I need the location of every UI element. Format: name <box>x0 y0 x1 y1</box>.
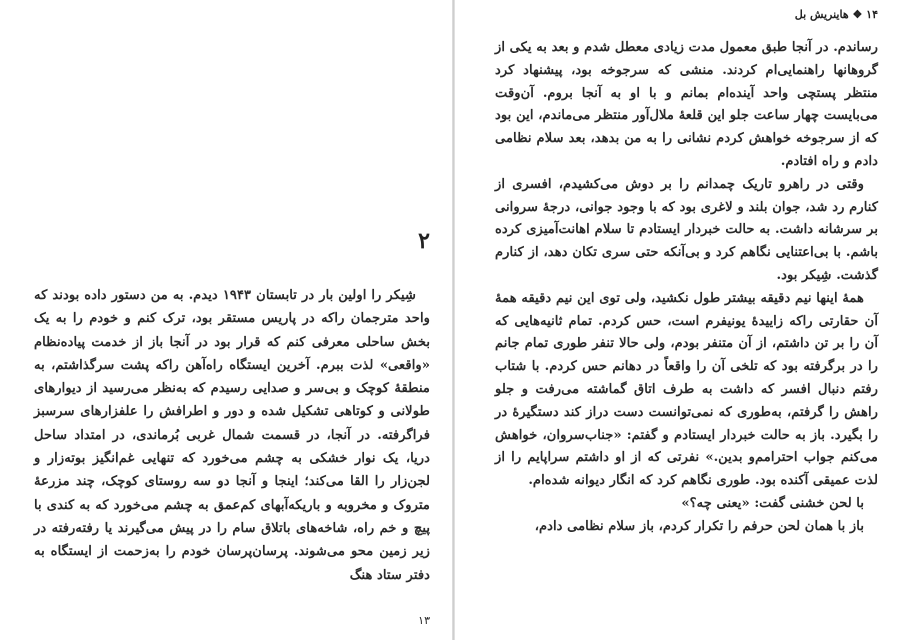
running-head: ۱۴ ❖ هاینریش بل <box>794 8 878 21</box>
right-paragraph-1: رساندم. در آنجا طبق معمول مدت زیادی معطل شدم و بعد به یکی از گروهانها راهنمایی‌ام کردند. منشی که سرجوخه بود، پیشنهاد کرد منتظر پستچی واحد آینده‌ام بمانم و با او به آنجا بروم. آن‌وقت می‌بایست چهار ساعت جلو این قلعهٔ ملال‌آور منتظر می‌ماندم، این بود که از سرجوخه خواهش کردم نشانی را به من بدهد، بعد سلام نظامی دادم و راه افتادم. <box>495 40 878 169</box>
right-paragraph-4: با لحن خشنی گفت: «یعنی چه؟» <box>681 495 864 511</box>
right-paragraph-3: همهٔ اینها نیم دقیقه بیشتر طول نکشید، ولی توی این نیم دقیقه همهٔ آن حقارتی راکه زاییدهٔ یونیفرم است، حس کردم. تمام ثانیه‌هایی که آن را بر تن داشتم، از آن متنفر بودم، ولی حالا تنفر طوری تمام جانم را در برگرفته بود که تلخی آن را واقعاً در دهانم حس کردم. با شتاب رفتم دنبال افسر که داشت به طرف اتاق گماشته می‌رفت و جلو راهش را گرفتم، به‌طوری که نمی‌توانست دست دراز کند دستگیره‌ٔ در را بگیرد. باز به حالت خبردار ایستادم و گفتم: «جناب‌سروان، خواهش می‌کنم جواب احترامم‌و بدین.» نفرتی که از او داشتم سراپایم را از لذت عمیقی آکنده بود. طوری نگاهم کرد که انگار دیوانه شده‌ام. <box>495 290 878 489</box>
left-page <box>20 0 430 640</box>
book-gutter <box>452 0 455 640</box>
right-paragraph-5: باز با همان لحن حرفم را تکرار کردم، باز سلام نظامی دادم، <box>534 518 864 534</box>
chapter-number: ۲ <box>418 228 430 254</box>
right-paragraph-2: وقتی در راهرو تاریک چمدانم را بر دوش می‌کشیدم، افسری از کنارم رد شد، جوان بلند و لاغری بود که با وجود جوانی، درجهٔ سروانی بر سرشانه داشت. به حالت خبردار ایستادم تا سلام اهانت‌آمیزی کرده باشم. با بی‌اعتنایی نگاهم کرد و بی‌آنکه حتی سری تکان دهد، از کنارم گذشت. شِیکر بود. <box>495 176 878 283</box>
left-page-body <box>34 284 430 587</box>
left-paragraph-1: شِیکر را اولین بار در تابستان ۱۹۴۳ دیدم. به من دستور داده بودند که واحد مترجمان راکه در پاریس مستقر بود، ترک کنم و خودم را به یک بخش ساحلی معرفی کنم که قرار بود در آنجا باز از خدمت پیاده‌نظام «واقعی» لذت ببرم. آخرین ایستگاه راه‌آهن راکه پشت سرگذاشتم، به منطقهٔ کوچک و بی‌سر و صدایی رسیدم که به‌نظر می‌رسید از دیوارهای طولانی و کوتاهی تشکیل شده و دور و اطرافش را علفزارهای سرسبز فراگرفته. در آنجا، در قسمت شمال غربی بُرماندی، در امتداد ساحل دریا، یک نوار خشکی به چشم می‌خورد که تنهایی غم‌انگیز بوته‌زار و لجن‌زار را القا می‌کند؛ اینجا و آنجا دو سه روستای کوچک، چند مزرعهٔ متروک و مخروبه و باریکه‌آبهای کم‌عمق به چشم می‌خورد که به کندی با پیچ و خم راه، شاخه‌های باتلاق سام را در پیش می‌گیرند یا رفته‌رفته در زیر زمین محو می‌شوند. پرسان‌پرسان خودم را به‌زحمت از ایستگاه به دفتر ستاد هنگ <box>34 288 430 583</box>
page-number: ۱۳ <box>418 614 430 627</box>
right-page-body <box>495 37 878 539</box>
right-page <box>495 0 878 640</box>
